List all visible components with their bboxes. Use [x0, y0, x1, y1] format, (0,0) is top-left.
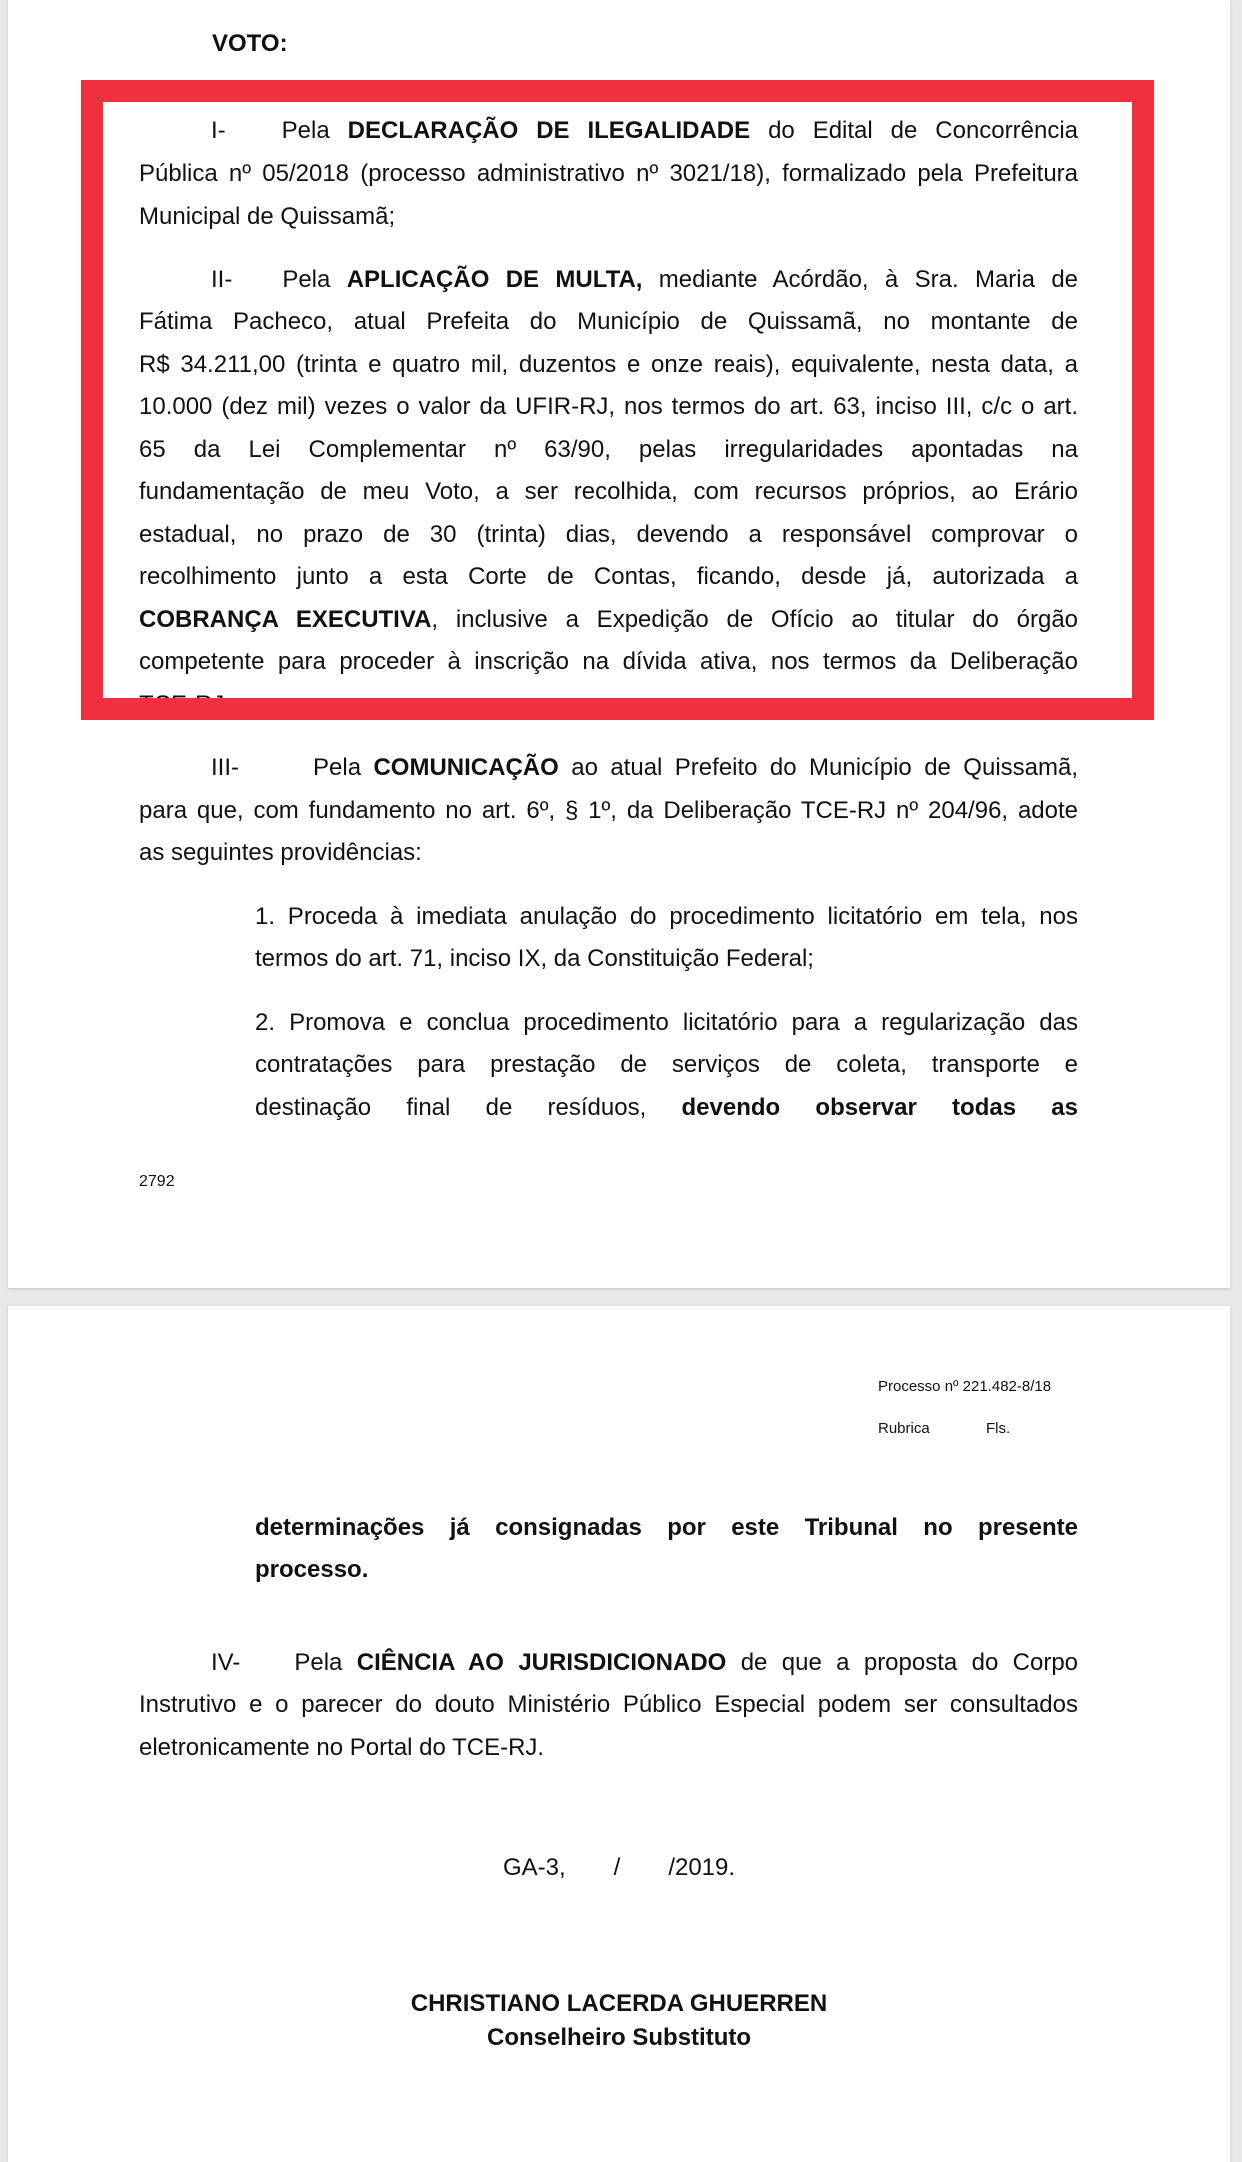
item-1-bold-text: DECLARAÇÃO DE ILEGALIDADE	[347, 117, 751, 144]
sub-item-2-line-2: contratações para prestação de serviços de coleta, transporte e	[255, 1051, 1078, 1078]
item-2-line-9: COBRANÇA EXECUTIVA, inclusive a Expedição de Ofício ao titular do órgão	[139, 606, 1079, 633]
signature-name: CHRISTIANO LACERDA GHUERREN	[410, 1990, 828, 2017]
item-2-line-3: R$ 34.211,00 (trinta e quatro mil, duzentos e onze reais), equivalente, nesta data, a	[139, 351, 1078, 378]
date-place: GA-3,	[502, 1854, 566, 1881]
item-2-line-10: competente para proceder à inscrição na dívida ativa, nos termos da Deliberação	[139, 648, 1078, 675]
item-4-line-1: IV- Pela CIÊNCIA AO JURISDICIONADO de que a proposta do Corpo	[211, 1649, 1079, 1676]
date-line	[8, 1854, 1230, 1882]
sub-item-2-line-3: destinação final de resíduos, devendo observar todas as	[255, 1094, 1079, 1121]
item-4-bold-text: CIÊNCIA AO JURISDICIONADO	[356, 1649, 727, 1676]
item-2-line-11: TCE-RJ ;	[139, 691, 238, 718]
document-page-1	[8, 0, 1230, 1288]
rubrica-label: Rubrica	[878, 1420, 930, 1437]
item-2-line-4: 10.000 (dez mil) vezes o valor da UFIR-RJ, nos termos do art. 63, inciso III, c/c o art.	[139, 393, 1078, 420]
item-2-line-8: recolhimento junto a esta Corte de Contas, ficando, desde já, autorizada a	[139, 563, 1078, 590]
sub-item-1-line-1: 1. Proceda à imediata anulação do procedimento licitatório em tela, nos	[255, 903, 1078, 930]
signature-title: Conselheiro Substituto	[487, 2024, 751, 2051]
item-1-line-3: Municipal de Quissamã;	[139, 203, 396, 230]
item-1-line-1: I- Pela DECLARAÇÃO DE ILEGALIDADE do Edital de Concorrência	[211, 117, 1078, 144]
sub-item-2-bold-text: devendo observar todas as	[681, 1094, 1079, 1121]
page-number: 2792	[139, 1173, 175, 1190]
item-2-line-1: II- Pela APLICAÇÃO DE MULTA, mediante Acórdão, à Sra. Maria de	[211, 266, 1079, 293]
sub-item-1-line-2: termos do art. 71, inciso IX, da Constituição Federal;	[255, 945, 814, 972]
item-4-number: IV-	[211, 1649, 241, 1676]
item-3-bold-text: COMUNICAÇÃO	[373, 754, 559, 781]
item-4-line-3: eletronicamente no Portal do TCE-RJ.	[139, 1734, 545, 1761]
fls-label: Fls.	[986, 1420, 1011, 1437]
item-2-line-5: 65 da Lei Complementar nº 63/90, pelas irregularidades apontadas na	[139, 436, 1078, 463]
item-2-line-2: Fátima Pacheco, atual Prefeita do Município de Quissamã, no montante de	[139, 308, 1078, 335]
item-2-bold-text: APLICAÇÃO DE MULTA,	[346, 266, 643, 293]
date-separator: /	[613, 1854, 621, 1881]
sub-item-2-cont-line-2: processo.	[255, 1556, 369, 1583]
item-1-number: I-	[211, 117, 226, 144]
date-year: /2019.	[668, 1854, 736, 1881]
document-page-2	[8, 1306, 1230, 2162]
item-4-line-2: Instrutivo e o parecer do douto Ministério Público Especial podem ser consultados	[139, 1691, 1078, 1718]
item-2-line-7: estadual, no prazo de 30 (trinta) dias, devendo a responsável comprovar o	[139, 521, 1078, 548]
item-1-line-2: Pública nº 05/2018 (processo administrativo nº 3021/18), formalizado pela Prefeitura	[139, 160, 1078, 187]
item-2-cobranca-bold: COBRANÇA EXECUTIVA	[139, 606, 432, 633]
item-2-number: II-	[211, 266, 233, 293]
item-3-line-2: para que, com fundamento no art. 6º, § 1º, da Deliberação TCE-RJ nº 204/96, adote	[139, 797, 1078, 824]
voto-heading: VOTO:	[212, 30, 288, 57]
item-3-line-3: as seguintes providências:	[139, 839, 422, 866]
process-number: Processo nº 221.482-8/18	[878, 1378, 1052, 1395]
item-3-number: III-	[211, 754, 239, 781]
sub-item-2-line-1: 2. Promova e conclua procedimento licitatório para a regularização das	[255, 1009, 1078, 1036]
item-3-line-1: III- Pela COMUNICAÇÃO ao atual Prefeito do Município de Quissamã,	[211, 754, 1079, 781]
sub-item-2-cont-line-1: determinações já consignadas por este Tribunal no presente	[255, 1514, 1078, 1541]
item-2-line-6: fundamentação de meu Voto, a ser recolhida, com recursos próprios, ao Erário	[139, 478, 1078, 505]
